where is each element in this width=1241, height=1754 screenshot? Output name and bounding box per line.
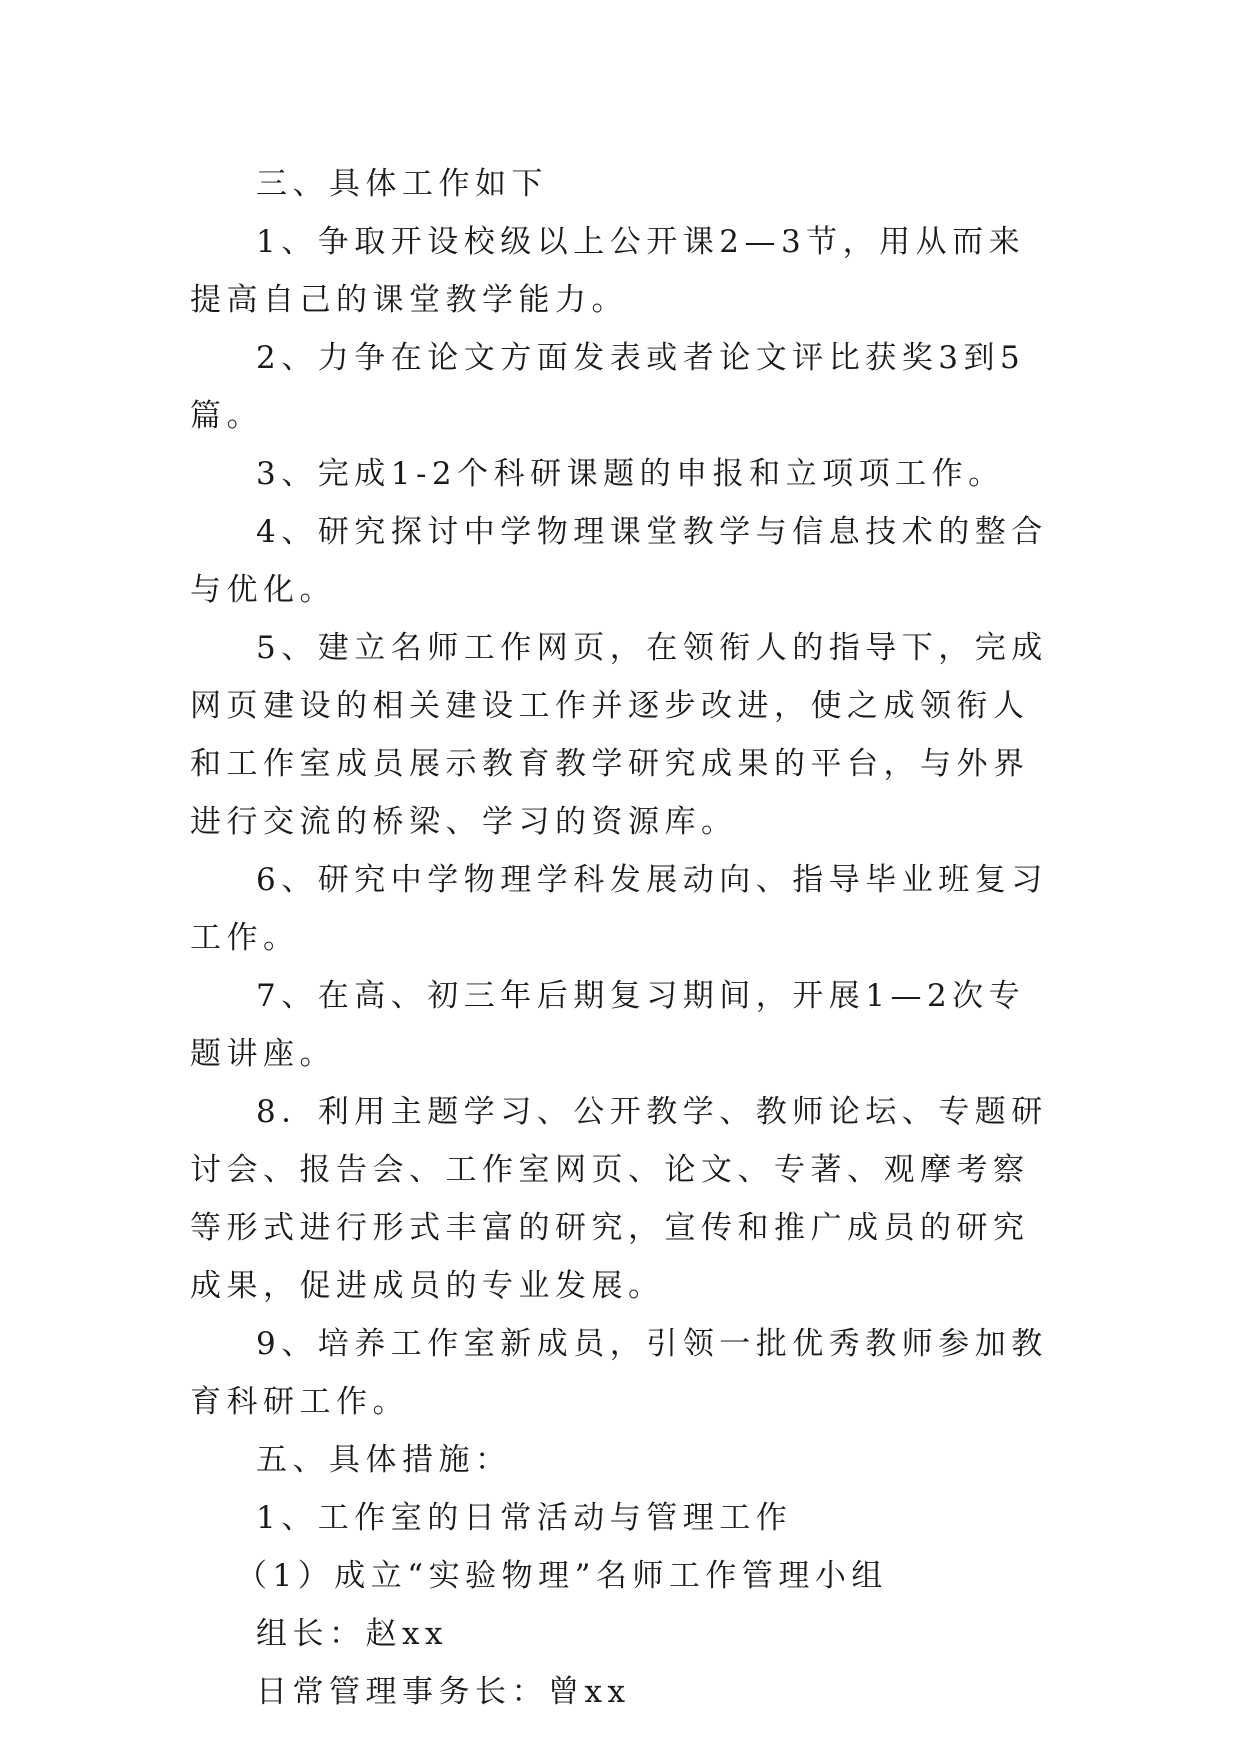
measure-item: 1、工作室的日常活动与管理工作 (256, 1500, 793, 1536)
list-item: 7、在高、初三年后期复习期间，开展1—2次专题讲座。 (190, 978, 1026, 1072)
list-item: 6、研究中学物理学科发展动向、指导毕业班复习工作。 (190, 862, 1048, 956)
list-item: 3、完成1-2个科研课题的申报和立项项工作。 (256, 456, 1005, 492)
list-item: 4、研究探讨中学物理课堂教学与信息技术的整合与优化。 (190, 514, 1048, 608)
list-item: 8．利用主题学习、公开教学、教师论坛、专题研讨会、报告会、工作室网页、论文、专著、观摩考察等形式进行形式丰富的研究，宣传和推广成员的研究成果，促进成员的专业发展。 (190, 1094, 1048, 1304)
section-heading-5: 五、具体措施： (256, 1442, 512, 1478)
list-item: 2、力争在论文方面发表或者论文评比获奖3到5篇。 (190, 340, 1026, 434)
measure-subitem: （1）成立“实验物理”名师工作管理小组 (236, 1558, 888, 1594)
section-heading-3: 三、具体工作如下 (256, 166, 548, 202)
group-leader: 组长：赵xx (256, 1616, 448, 1652)
document-page (190, 155, 1060, 1721)
list-item: 5、建立名师工作网页，在领衔人的指导下，完成网页建设的相关建设工作并逐步改进，使之成领衔人和工作室成员展示教育教学研究成果的平台，与外界进行交流的桥梁、学习的资源库。 (190, 630, 1048, 840)
list-item: 9、培养工作室新成员，引领一批优秀教师参加教育科研工作。 (190, 1326, 1048, 1420)
list-item: 1、争取开设校级以上公开课2—3节，用从而来提高自己的课堂教学能力。 (190, 224, 1026, 318)
daily-manager: 日常管理事务长：曾xx (256, 1674, 631, 1710)
